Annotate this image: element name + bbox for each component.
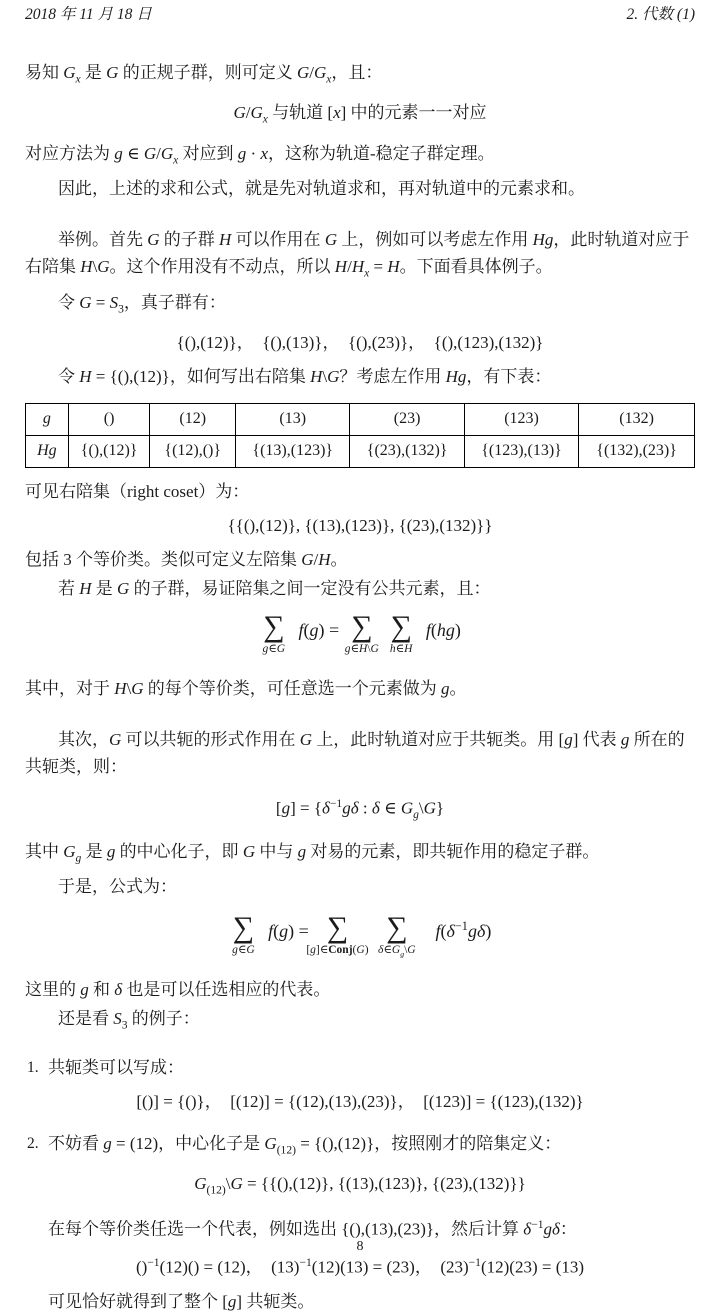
paragraph: 其中 $G_g$ 是 g 的中心化子，即 G 中与 g 对易的元素，即共轭作用的稳定子群。 — [25, 842, 600, 865]
list-item-number: 1. — [27, 1058, 39, 1076]
table-cell: {(12),()} — [150, 435, 236, 467]
paragraph: 于是，公式为： — [58, 877, 177, 897]
list-item-text: 不妨看 g = (12)，中心化子是 $G_{(12)} = \{(),(12)\}$，按照刚才的陪集定义： — [48, 1133, 562, 1157]
display-line: $[g] = \{\delta^{-1}g\delta$ : δ ∈ $G_g\backslash G$} — [275, 796, 445, 821]
table-cell: (23) — [350, 403, 464, 435]
paragraph: 若 H 是 G 的子群，易证陪集之间一定没有公共元素，且： — [58, 578, 491, 598]
table-cell: (132) — [579, 403, 695, 435]
page-number: 8 — [356, 1239, 364, 1254]
display-line: ()$^{-1}$(12)() = (12)， $(13)^{-1}(12)(13) = (23)$， $(23)^{-1}(12)(23) = (13)$ — [135, 1256, 585, 1277]
table-cell: {(),(12)} — [68, 435, 150, 467]
table-cell: {(132),(23)} — [579, 435, 695, 467]
paragraph: 易知 $G_x$ 是 G 的正规子群，则可定义 $G/G_x$，且： — [25, 63, 383, 86]
header-section-title: 2. 代数 (1) — [626, 6, 695, 23]
coset-table — [25, 403, 695, 468]
paragraph: 其中，对于 H\G 的每个等价类，可任意选一个元素做为 g。 — [25, 678, 467, 698]
table-cell: (13) — [236, 403, 350, 435]
display-line: {(),(12)}， {(),(13)}， {(),(23)}， {(),(123),(132)} — [176, 332, 544, 352]
table-row — [26, 435, 695, 467]
display-line: $G_{(12)}\backslash G = \{\{(),(12)\}$, {(13),(123)}, {(23),(132)}} — [194, 1174, 526, 1197]
display-formula: ∑ g∈G f(g) = ∑ g∈H\G ∑ h∈H f(hg) — [262, 609, 461, 655]
display-line: $G/G_x$ 与轨道 [x] 中的元素一一对应 — [233, 103, 487, 126]
paragraph: 还是看 $S_3$ 的例子： — [58, 1009, 200, 1032]
paragraph: 这里的 g 和 δ 也是可以任选相应的代表。 — [25, 980, 331, 1000]
table-cell: Hg — [26, 435, 69, 467]
list-item-text: 共轭类可以写成： — [48, 1057, 184, 1077]
document-body — [25, 59, 695, 1315]
list-item — [25, 1130, 695, 1163]
table-cell: (123) — [464, 403, 578, 435]
paragraph: 对应方法为 g ∈ $G/G_x$ 对应到 g · x，这称为轨道-稳定子群定理。 — [25, 143, 495, 167]
table-cell: (12) — [150, 403, 236, 435]
paragraph: 包括 3 个等价类。类似可定义左陪集 G/H。 — [25, 549, 348, 569]
page-header — [25, 6, 695, 24]
paragraph: 其次，G 可以共轭的形式作用在 G 上，此时轨道对应于共轭类。用 [g] 代表 g 所在的共轭类，则： — [25, 729, 685, 776]
table-row — [26, 403, 695, 435]
table-cell: {(23),(132)} — [350, 435, 464, 467]
display-formula: ∑ g∈G f(g) = ∑ [g]∈Conj(G) ∑ $\delta\in G_g\backslash G$ $f(\delta^{-1}g\delta)$ — [232, 911, 492, 959]
table-cell: {(123),(13)} — [464, 435, 578, 467]
display-line: [()] = {()}， [(12)] = {(12),(13),(23)}， [(123)] = {(123),(132)} — [136, 1091, 584, 1111]
table-cell: {(13),(123)} — [236, 435, 350, 467]
paragraph: 令 $G = S_3$，真子群有： — [58, 292, 226, 315]
header-date: 2018 年 11 月 18 日 — [25, 6, 152, 23]
table-cell: () — [68, 403, 150, 435]
display-line: {{(),(12)}, {(13),(123)}, {(23),(132)}} — [227, 515, 493, 535]
paragraph: 可见右陪集（right coset）为： — [25, 481, 250, 501]
paragraph: 因此，上述的求和公式，就是先对轨道求和，再对轨道中的元素求和。 — [58, 179, 585, 199]
paragraph: 在每个等价类任选一个代表，例如选出 {(),(13),(23)}，然后计算 $\delta^{-1}g\delta$： — [48, 1217, 577, 1239]
paragraph: 可见恰好就得到了整个 [g] 共轭类。 — [48, 1291, 315, 1311]
list-item — [25, 1054, 695, 1081]
paragraph: 令 H = {(),(12)}，如何写出右陪集 H\G？考虑左作用 Hg，有下表： — [58, 366, 552, 386]
table-cell: g — [26, 403, 69, 435]
paragraph: 举例。首先 G 的子群 H 可以作用在 G 上，例如可以考虑左作用 Hg，此时轨道对应于右陪集 H\G。这个作用没有不动点，所以 $H/H_x = H$。下面看具体例子。 — [25, 230, 690, 280]
list-item-number: 2. — [27, 1134, 39, 1152]
page-footer — [0, 1239, 720, 1255]
